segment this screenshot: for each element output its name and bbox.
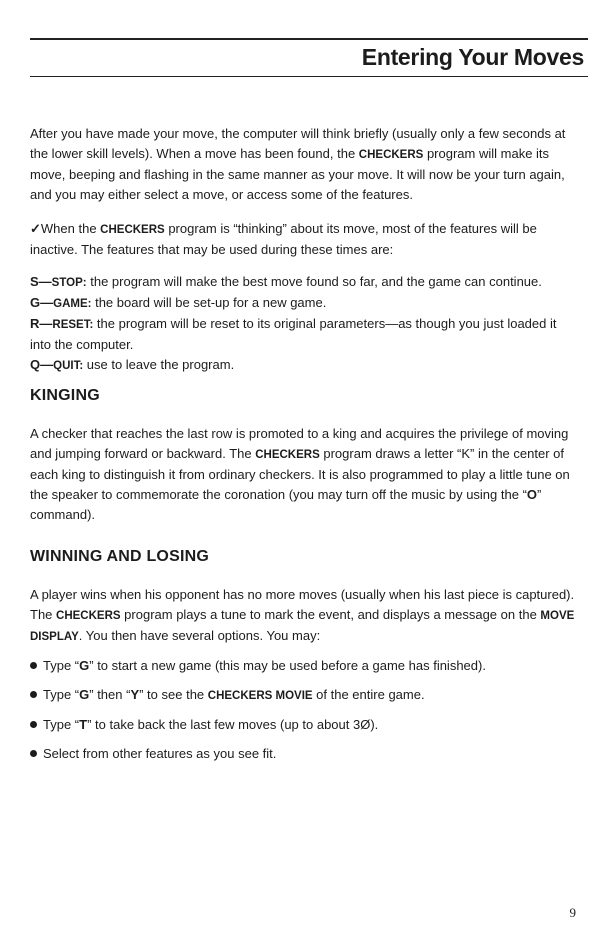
text-run: After you have made your move, the computer will think briefly (usually only a few seconds at the lower skill levels). When a move has been found, the <box>30 126 566 161</box>
list-item <box>30 656 580 676</box>
feature-name: CHECKERS MOVIE <box>207 690 313 702</box>
text-run: When the <box>40 221 101 236</box>
command-name: QUIT: <box>53 360 84 372</box>
text-run: program plays a tune to mark the event, and displays a message on the <box>120 607 541 622</box>
text-run: program draws a letter “K” in the center of each king to distinguish it from ordinary checkers. It is also programmed to play a little tune on the speaker to commemorate the coronation (you may turn off the music by using the “ <box>30 446 570 502</box>
command-item <box>30 293 580 314</box>
page-title: Entering Your Moves <box>361 44 584 70</box>
winning-paragraph <box>30 585 580 647</box>
command-key: T <box>79 717 88 732</box>
bullet-icon <box>30 750 37 757</box>
text-run: ” to see the <box>139 687 208 702</box>
command-key: Y <box>130 687 140 702</box>
text-run: Type “ <box>43 658 80 673</box>
text-run: program will make its move, beeping and flashing in the same manner as your move. It will now be your turn again, and you may either select a move, or access some of the features. <box>30 146 565 202</box>
text-run: A checker that reaches the last row is promoted to a king and acquires the privilege of moving and jumping forward or backward. The <box>30 426 569 461</box>
page-content <box>30 124 580 773</box>
command-key: G <box>79 658 90 673</box>
command-item <box>30 314 580 355</box>
text-run: A player wins when his opponent has no more moves (usually when his last piece is captured). The <box>30 587 575 622</box>
bullet-icon <box>30 721 37 728</box>
display-name: MOVE DISPLAY <box>30 610 575 643</box>
intro-paragraph <box>30 124 580 205</box>
header-rule-bottom <box>30 76 588 77</box>
command-name: STOP: <box>51 277 87 289</box>
command-description: use to leave the program. <box>83 357 235 372</box>
note-paragraph <box>30 219 580 260</box>
checkmark-icon: ✓ <box>30 221 41 236</box>
command-key: Q— <box>30 357 54 372</box>
command-key: O <box>526 487 538 502</box>
text-run: Type “ <box>43 717 80 732</box>
text-run: ” to start a new game (this may be used before a game has finished). <box>89 658 486 673</box>
command-item <box>30 272 580 293</box>
section-heading-winning: WINNING AND LOSING <box>30 548 209 565</box>
text-run: . You then have several options. You may: <box>78 628 321 643</box>
bullet-icon <box>30 691 37 698</box>
text-run: program is “thinking” about its move, most of the features will be inactive. The features that may be used during these times are: <box>30 221 537 257</box>
program-name: CHECKERS <box>255 449 320 461</box>
program-name: CHECKERS <box>358 149 424 161</box>
command-description: the program will make the best move found so far, and the game can continue. <box>86 274 542 289</box>
command-name: RESET: <box>52 319 94 331</box>
command-item <box>30 355 580 376</box>
text-run: ” to take back the last few moves (up to about 3Ø). <box>87 717 379 732</box>
text-run: Select from other features as you see fit. <box>43 746 277 761</box>
command-description: the program will be reset to its original parameters—as though you just loaded it into the computer. <box>30 316 557 352</box>
list-item <box>30 715 580 735</box>
header-rule-top <box>30 38 588 40</box>
program-name: CHECKERS <box>100 224 165 236</box>
kinging-paragraph <box>30 424 580 525</box>
command-key: S— <box>30 274 52 289</box>
text-run: Type “ <box>43 687 80 702</box>
command-key: G— <box>30 295 54 310</box>
section-heading-kinging: KINGING <box>30 387 100 404</box>
list-item <box>30 744 580 764</box>
command-key: R— <box>30 316 53 331</box>
command-name: GAME: <box>53 298 92 310</box>
text-run: ” then “ <box>89 687 131 702</box>
text-run: ” command). <box>30 487 542 522</box>
bullet-icon <box>30 662 37 669</box>
text-run: of the entire game. <box>312 687 425 702</box>
page-number: 9 <box>569 905 576 920</box>
options-list <box>30 656 580 764</box>
list-item <box>30 685 580 706</box>
command-description: the board will be set-up for a new game. <box>91 295 327 310</box>
command-key: G <box>79 687 90 702</box>
program-name: CHECKERS <box>56 610 121 622</box>
command-list <box>30 272 580 376</box>
